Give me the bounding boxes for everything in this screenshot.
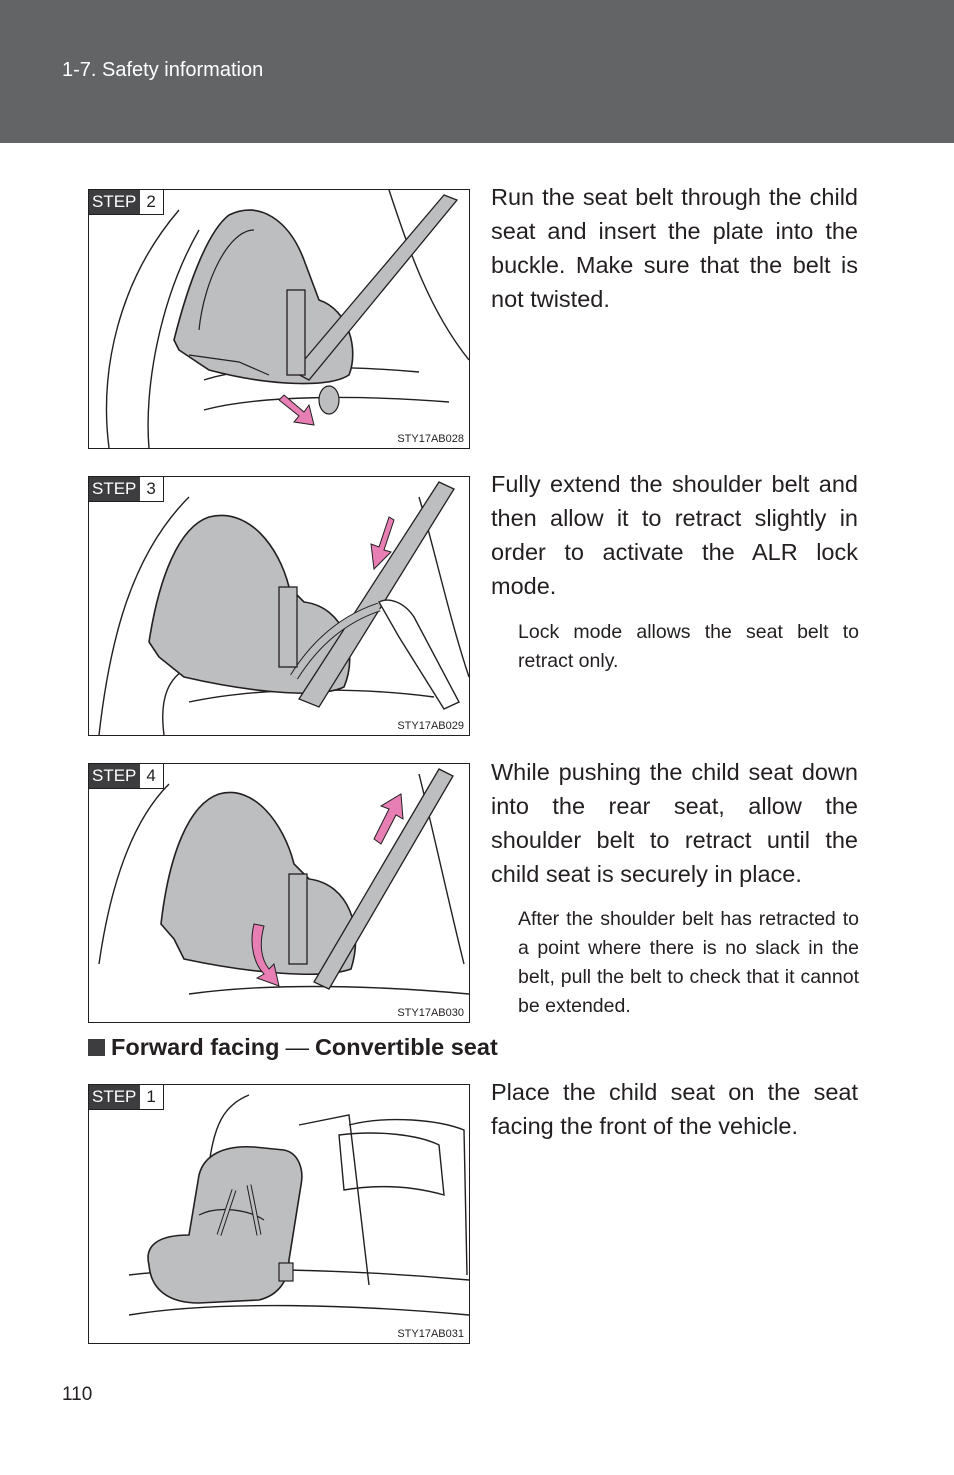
step-3-note: Lock mode allows the seat belt to retract only. bbox=[518, 621, 859, 672]
filled-square-icon bbox=[88, 1039, 105, 1056]
seat-push-down-drawing bbox=[89, 764, 469, 1022]
step-badge: STEP 2 bbox=[89, 190, 164, 215]
step-4-illustration bbox=[88, 763, 470, 1023]
step-badge: STEP 1 bbox=[89, 1085, 164, 1110]
figure-code: STY17AB030 bbox=[397, 1007, 464, 1019]
step-badge: STEP 4 bbox=[89, 764, 164, 789]
step-badge: STEP 3 bbox=[89, 477, 164, 502]
forward-step-1-illustration bbox=[88, 1084, 470, 1344]
convertible-seat-drawing bbox=[89, 1085, 469, 1343]
step-3-instruction: Fully extend the shoulder belt and then allow it to retract slightly in order to activate the ALR lock mode. bbox=[491, 471, 858, 599]
page-header bbox=[0, 0, 954, 143]
section-title: 1-7. Safety information bbox=[62, 59, 264, 81]
step-4-instruction: While pushing the child seat down into the rear seat, allow the shoulder belt to retract until the child seat is securely in place. bbox=[491, 759, 858, 887]
forward-facing-heading: Forward facing — Convertible seat bbox=[88, 1034, 498, 1061]
step-2-illustration bbox=[88, 189, 470, 449]
forward-step-1-instruction: Place the child seat on the seat facing the front of the vehicle. bbox=[491, 1079, 858, 1139]
figure-code: STY17AB031 bbox=[397, 1328, 464, 1340]
step-4-note: After the shoulder belt has retracted to a point where there is no slack in the belt, pull the belt to check that it cannot be extended. bbox=[518, 908, 859, 1017]
figure-code: STY17AB028 bbox=[397, 433, 464, 445]
infant-seat-belt-routing-drawing bbox=[89, 190, 469, 448]
figure-code: STY17AB029 bbox=[397, 720, 464, 732]
push-arrow-icon bbox=[279, 395, 314, 425]
page-number: 110 bbox=[62, 1384, 93, 1405]
step-2-instruction: Run the seat belt through the child seat and insert the plate into the buckle. Make sure that the belt is not twisted. bbox=[491, 184, 858, 312]
step-3-illustration bbox=[88, 476, 470, 736]
shoulder-belt-extend-drawing bbox=[89, 477, 469, 735]
